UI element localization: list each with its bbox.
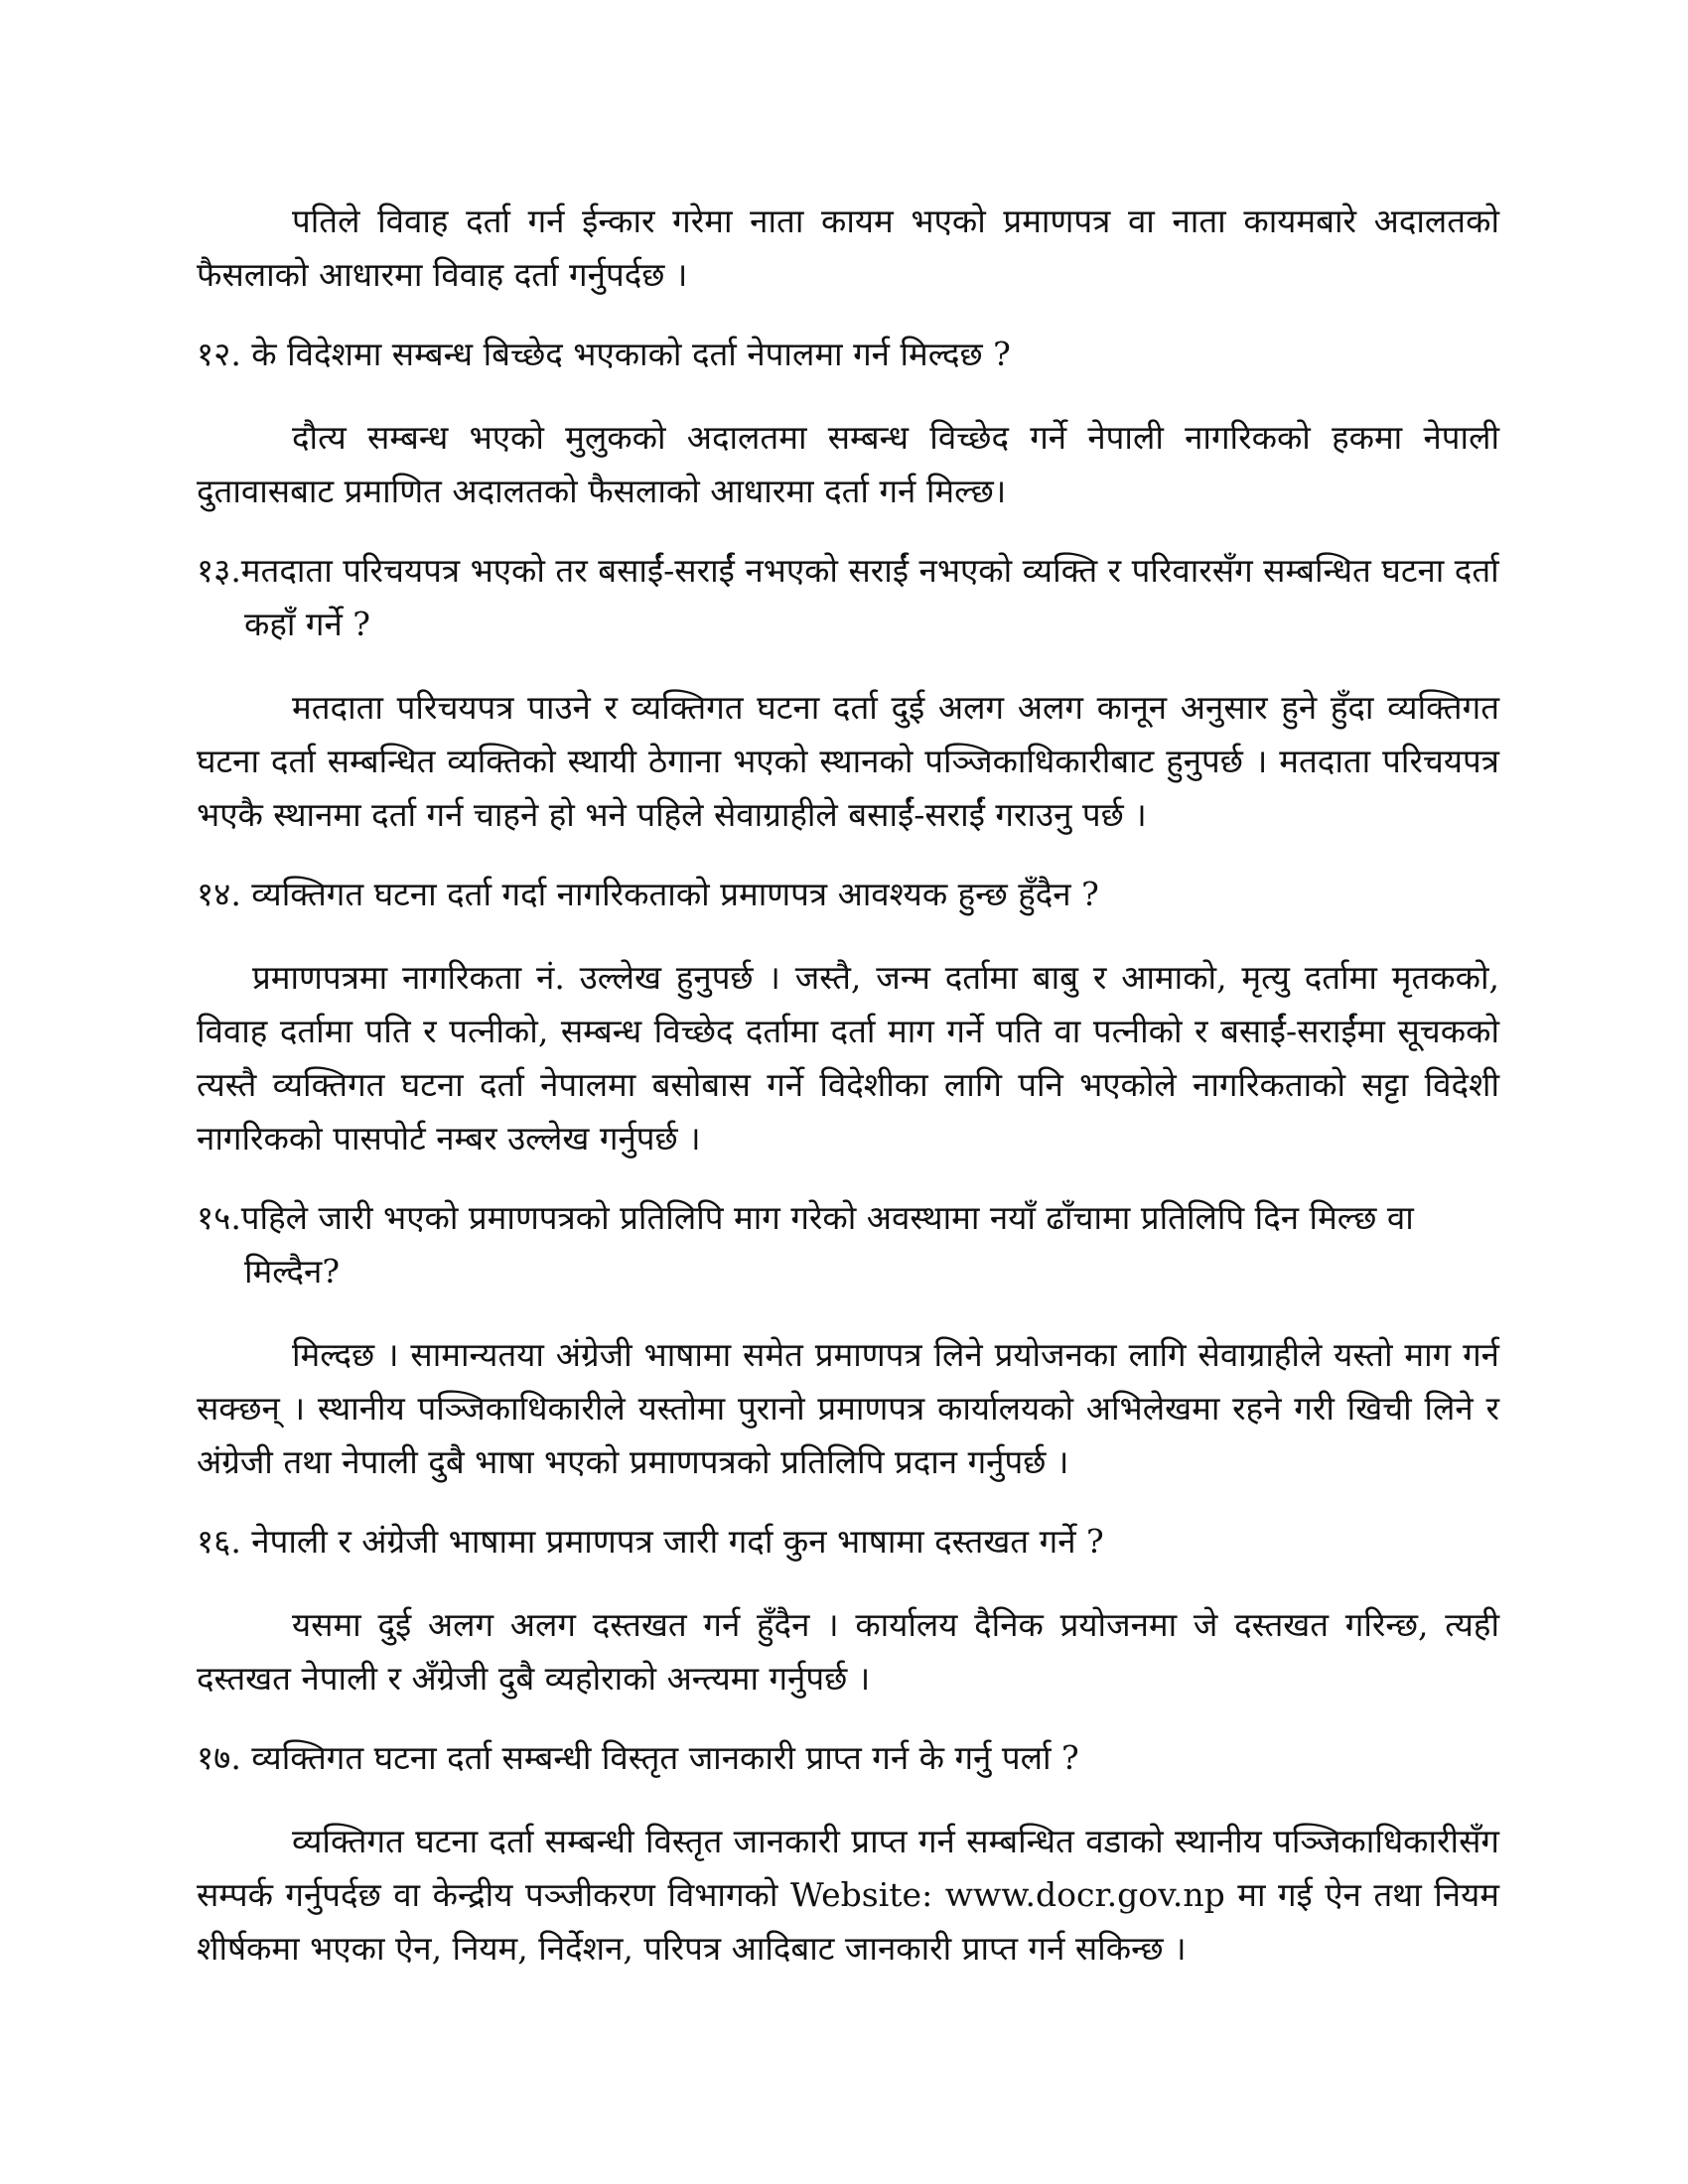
answer-16: यसमा दुई अलग अलग दस्तखत गर्न हुँदैन । कार्यालय दैनिक प्रयोजनमा जे दस्तखत गरिन्छ, त्यही दस्तखत नेपाली र अँग्रेजी दुबै व्यहोराको अन्त्यमा गर्नुपर्छ । (197, 1605, 1499, 1698)
document-page (197, 195, 1499, 1976)
question-14: १४. व्यक्तिगत घटना दर्ता गर्दा नागरिकताको प्रमाणपत्र आवश्यक हुन्छ हुँदैन ? (197, 875, 1099, 913)
answer-14: प्रमाणपत्रमा नागरिकता नं. उल्लेख हुनुपर्छ । जस्तै, जन्म दर्तामा बाबु र आमाको, मृत्यु दर्तामा मृतकको, विवाह दर्तामा पति र पत्नीको, सम्बन्ध विच्छेद दर्तामा दर्ता माग गर्ने पति वा पत्नीको र बसाईं-सराईंमा सूचकको त्यस्तै व्यक्तिगत घटना दर्ता नेपालमा बसोबास गर्ने विदेशीका लागि पनि भएकोले नागरिकताको सट्टा विदेशी नागरिकको पासपोर्ट नम्बर उल्लेख गर्नुपर्छ । (197, 958, 1499, 1158)
question-16: १६. नेपाली र अंग्रेजी भाषामा प्रमाणपत्र जारी गर्दा कुन भाषामा दस्तखत गर्ने ? (197, 1522, 1104, 1561)
question-15: १५.पहिले जारी भएको प्रमाणपत्रको प्रतिलिपि माग गरेको अवस्थामा नयाँ ढाँचामा प्रतिलिपि दिन मिल्छ वा मिल्दैन? (197, 1198, 1414, 1291)
question-12: १२. के विदेशमा सम्बन्ध बिच्छेद भएकाको दर्ता नेपालमा गर्न मिल्दछ ? (197, 335, 1011, 373)
answer-17: व्यक्तिगत घटना दर्ता सम्बन्धी विस्तृत जानकारी प्राप्त गर्न सम्बन्धित वडाको स्थानीय पञ्जिकाधिकारीसँग सम्पर्क गर्नुपर्दछ वा केन्द्रीय पञ्जीकरण विभागको Website: www.docr.gov.np मा गई ऐन तथा नियम शीर्षकमा भएका ऐन, नियम, निर्देशन, परिपत्र आदिबाट जानकारी प्राप्त गर्न सकिन्छ । (197, 1822, 1499, 1968)
answer-13: मतदाता परिचयपत्र पाउने र व्यक्तिगत घटना दर्ता दुई अलग अलग कानून अनुसार हुने हुँदा व्यक्तिगत घटना दर्ता सम्बन्धित व्यक्तिको स्थायी ठेगाना भएको स्थानको पञ्जिकाधिकारीबाट हुनुपर्छ । मतदाता परिचयपत्र भएकै स्थानमा दर्ता गर्न चाहने हो भने पहिले सेवाग्राहीले बसाईं-सराईं गराउनु पर्छ । (197, 688, 1499, 834)
question-13: १३.मतदाता परिचयपत्र भएको तर बसाईं-सराईं नभएको सराईं नभएको व्यक्ति र परिवारसँग सम्बन्धित घटना दर्ता कहाँ गर्ने ? (197, 551, 1499, 643)
answer-paragraph: पतिले विवाह दर्ता गर्न ईन्कार गरेमा नाता कायम भएको प्रमाणपत्र वा नाता कायमबारे अदालतको फैसलाको आधारमा विवाह दर्ता गर्नुपर्दछ । (197, 202, 1499, 294)
answer-12: दौत्य सम्बन्ध भएको मुलुकको अदालतमा सम्बन्ध विच्छेद गर्ने नेपाली नागरिकको हकमा नेपाली दुतावासबाट प्रमाणित अदालतको फैसलाको आधारमा दर्ता गर्न मिल्छ। (197, 418, 1499, 510)
answer-15: मिल्दछ । सामान्यतया अंग्रेजी भाषामा समेत प्रमाणपत्र लिने प्रयोजनका लागि सेवाग्राहीले यस्तो माग गर्न सक्छन् । स्थानीय पञ्जिकाधिकारीले यस्तोमा पुरानो प्रमाणपत्र कार्यालयको अभिलेखमा रहने गरी खिची लिने र अंग्रेजी तथा नेपाली दुबै भाषा भएको प्रमाणपत्रको प्रतिलिपि प्रदान गर्नुपर्छ । (197, 1335, 1499, 1481)
question-17: १७. व्यक्तिगत घटना दर्ता सम्बन्धी विस्तृत जानकारी प्राप्त गर्न के गर्नु पर्ला ? (197, 1738, 1079, 1777)
